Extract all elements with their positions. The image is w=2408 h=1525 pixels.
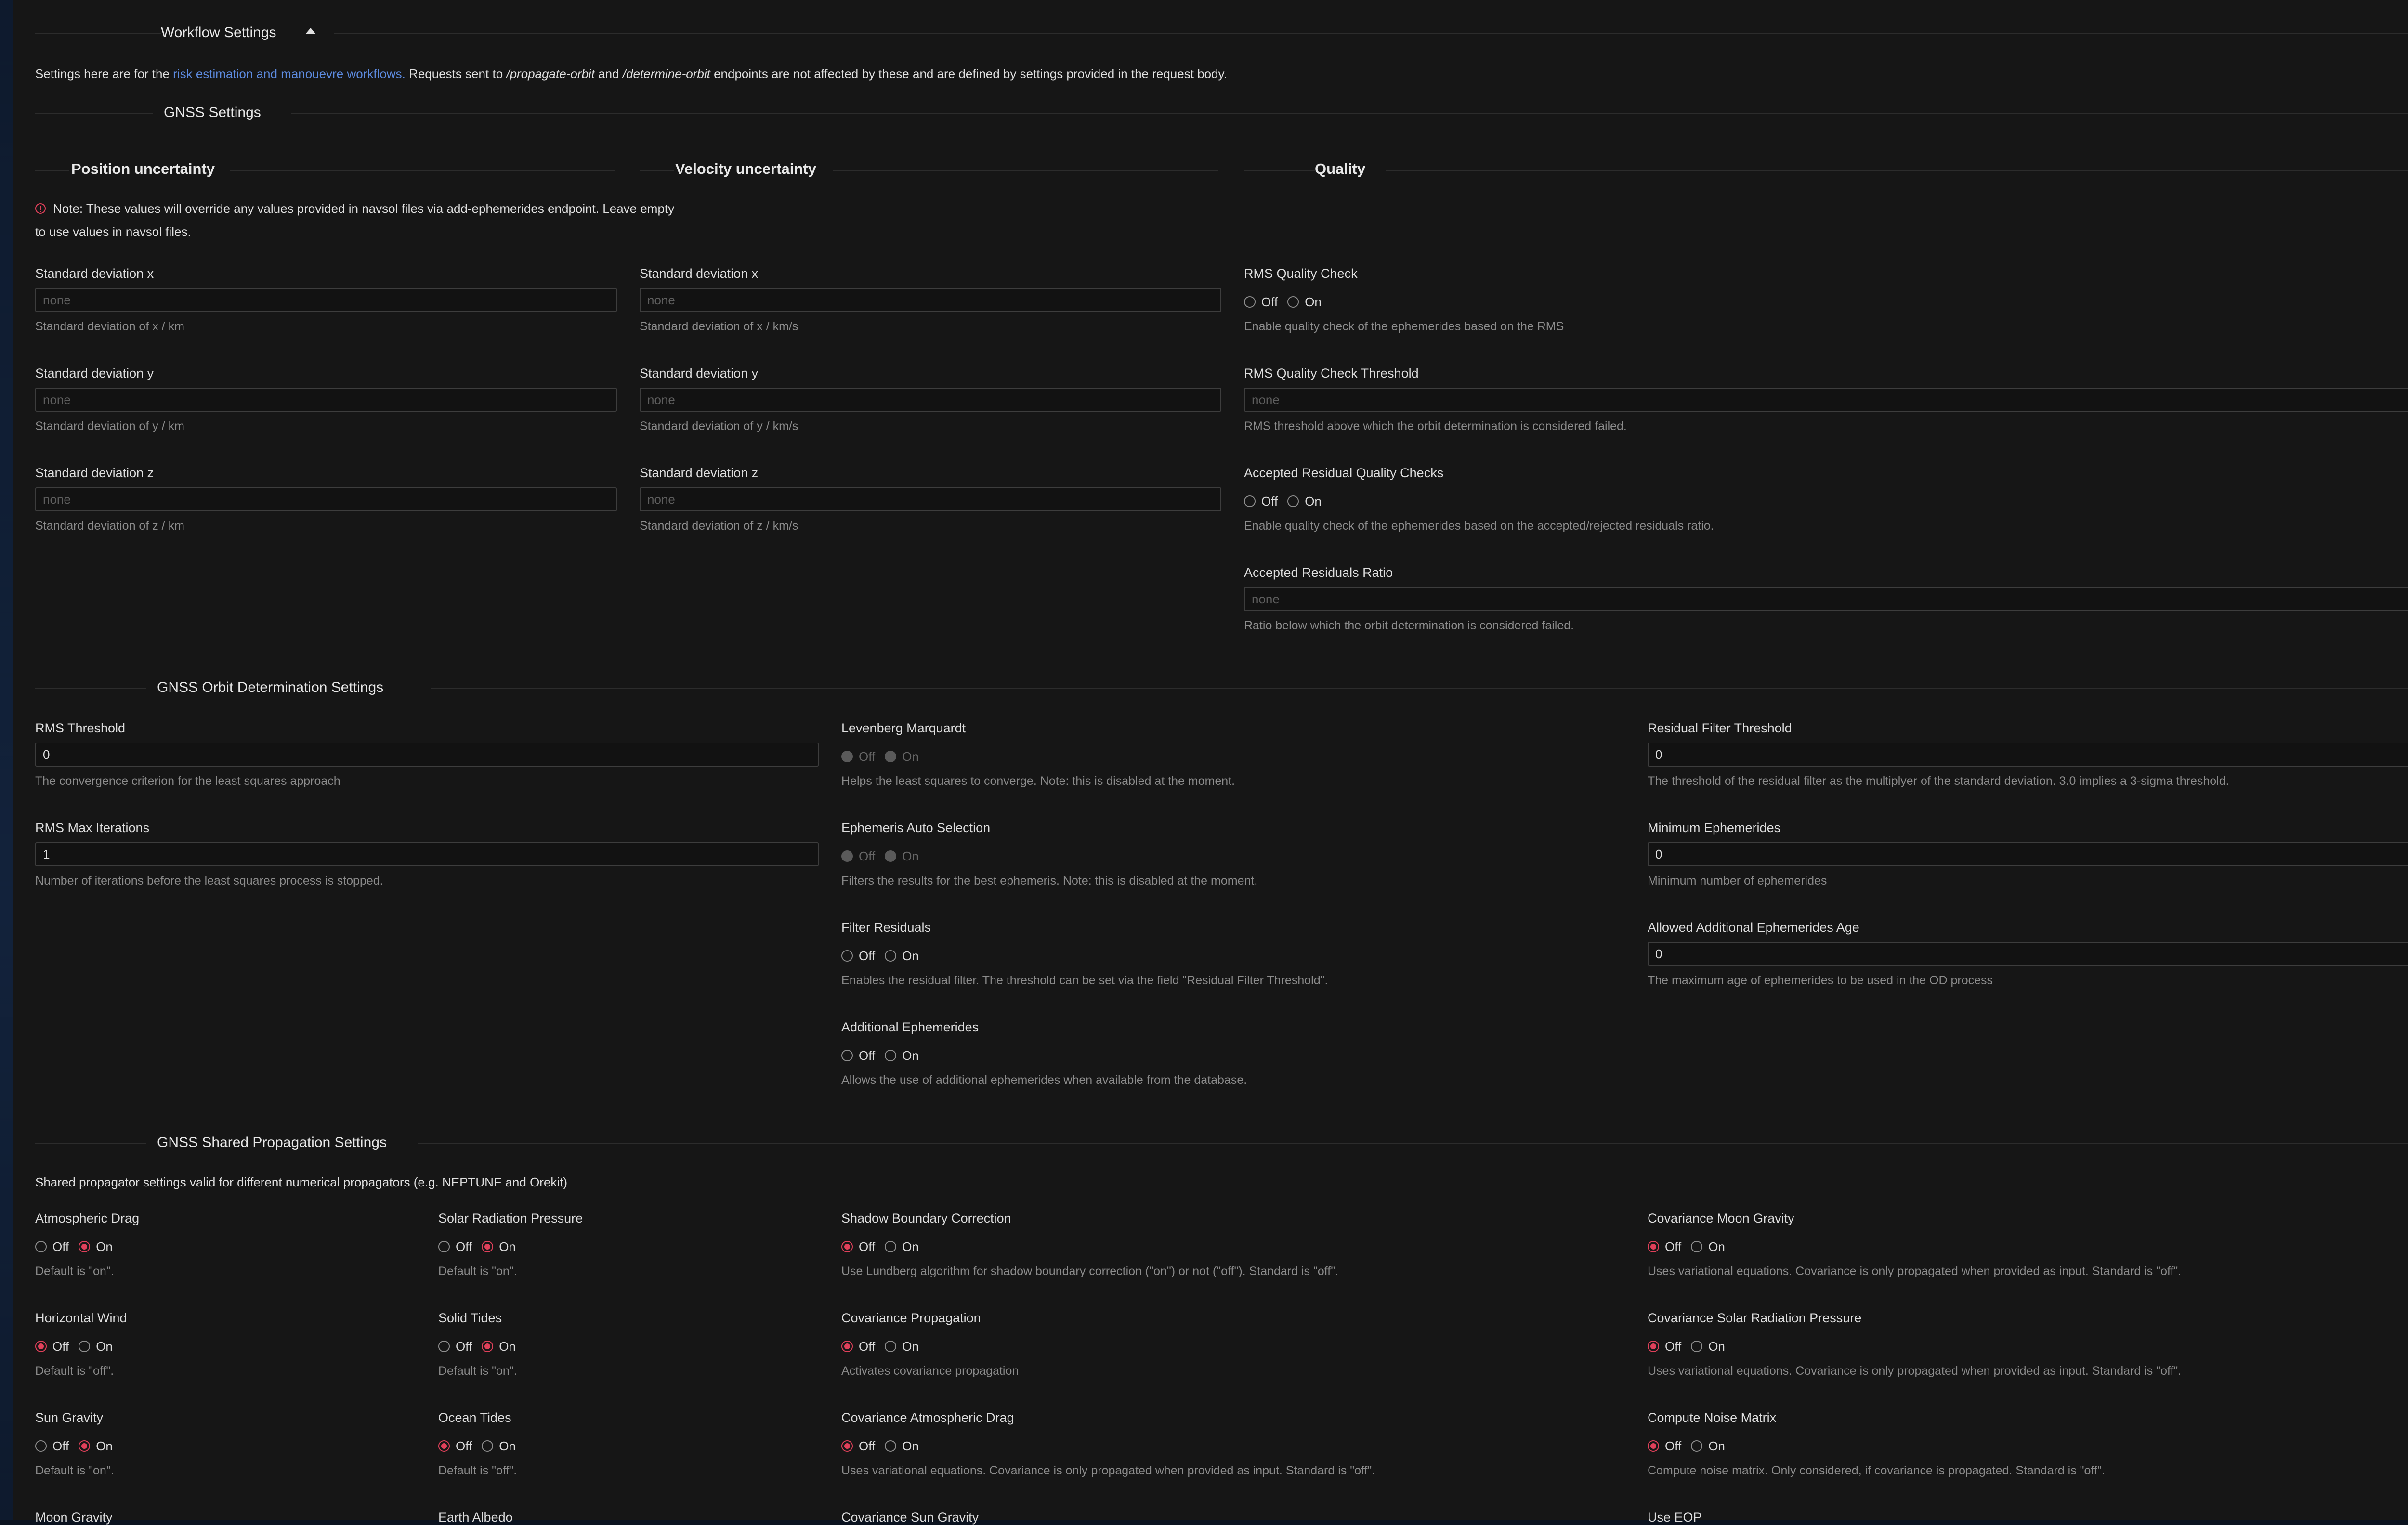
residual-checks-label: Accepted Residual Quality Checks — [1244, 466, 1444, 480]
radio-on-icon — [482, 1341, 493, 1352]
radio-label: Off — [859, 1048, 876, 1063]
vel-std-z-input[interactable] — [640, 487, 1221, 511]
rms-threshold-od-help: The convergence criterion for the least squares approach — [35, 774, 340, 788]
radio-label: Off — [859, 949, 876, 963]
rms-quality-check-label: RMS Quality Check — [1244, 266, 1358, 281]
vel-std-y-label: Standard deviation y — [640, 366, 759, 380]
sun-gravity-label: Sun Gravity — [35, 1410, 104, 1425]
atmospheric-drag-on[interactable] — [79, 1239, 113, 1254]
radio-label: Off — [52, 1239, 69, 1254]
radio-off-icon — [841, 1341, 853, 1352]
radio-label: Off — [1665, 1339, 1682, 1354]
residual-filter-threshold-input[interactable] — [1648, 743, 2408, 767]
divider — [35, 113, 153, 114]
min-ephem-help: Minimum number of ephemerides — [1648, 874, 1827, 887]
prop-settings-title: GNSS Shared Propagation Settings — [157, 1134, 387, 1150]
divider — [35, 33, 161, 34]
additional-ephem-off[interactable] — [841, 1048, 875, 1063]
vel-std-z-label: Standard deviation z — [640, 466, 759, 480]
radio-label: Off — [456, 1439, 472, 1453]
radio-on-icon — [885, 1440, 896, 1452]
radio-label: On — [96, 1339, 113, 1354]
vel-std-x-help: Standard deviation of x / km/s — [640, 320, 798, 333]
shadow-boundary-on[interactable] — [885, 1239, 919, 1254]
sun-gravity-help: Default is "on". — [35, 1464, 114, 1477]
shadow-boundary-help: Use Lundberg algorithm for shadow boundary correction ("on") or not ("off"). Standard is "off". — [841, 1264, 1339, 1278]
levenberg-label: Levenberg Marquardt — [841, 721, 966, 735]
vel-std-z-help: Standard deviation of z / km/s — [640, 519, 798, 533]
cov-moon-gravity-help: Uses variational equations. Covariance is only propagated when provided as input. Standard is "off". — [1648, 1264, 2182, 1278]
radio-off-icon — [438, 1241, 450, 1252]
solar-radiation-off[interactable] — [438, 1239, 472, 1254]
radio-label: On — [902, 849, 919, 863]
shadow-boundary-radio — [841, 1238, 929, 1255]
background-left — [0, 0, 13, 1520]
radio-label: On — [1708, 1339, 1725, 1354]
cov-moon-gravity-label: Covariance Moon Gravity — [1648, 1211, 1794, 1225]
solid-tides-help: Default is "on". — [438, 1364, 517, 1378]
sun-gravity-radio — [35, 1438, 122, 1454]
solar-radiation-on[interactable] — [482, 1239, 516, 1254]
divider — [334, 33, 2408, 34]
residual-ratio-input[interactable] — [1244, 587, 2408, 611]
pos-std-z-label: Standard deviation z — [35, 466, 154, 480]
atmospheric-drag-help: Default is "on". — [35, 1264, 114, 1278]
filter-residuals-help: Enables the residual filter. The threshold can be set via the field "Residual Filter Threshold". — [841, 974, 1328, 987]
cov-atm-drag-on[interactable] — [885, 1438, 919, 1454]
ephem-auto-off[interactable] — [841, 848, 875, 864]
cov-atm-drag-radio — [841, 1438, 929, 1454]
ephem-auto-help: Filters the results for the best ephemeris. Note: this is disabled at the moment. — [841, 874, 1258, 887]
vel-std-x-input[interactable] — [640, 288, 1221, 312]
use-eop-label: Use EOP — [1648, 1510, 1702, 1525]
radio-label: Off — [859, 749, 876, 764]
radio-on-icon — [482, 1440, 493, 1452]
warning-icon — [35, 203, 46, 214]
divider — [833, 170, 1218, 171]
radio-label: Off — [859, 1339, 876, 1354]
radio-label: Off — [859, 1239, 876, 1254]
radio-label: On — [902, 949, 919, 963]
levenberg-off[interactable] — [841, 749, 875, 764]
sun-gravity-on[interactable] — [79, 1438, 113, 1454]
rms-threshold-label: RMS Quality Check Threshold — [1244, 366, 1419, 380]
radio-on-icon — [885, 1341, 896, 1352]
radio-off-icon — [841, 1050, 853, 1061]
ephem-auto-on[interactable] — [885, 848, 919, 864]
additional-ephem-label: Additional Ephemerides — [841, 1020, 979, 1034]
radio-off-icon — [35, 1341, 47, 1352]
intro-text: endpoints are not affected by these and are defined by settings provided in the request body. — [710, 66, 1227, 81]
ocean-tides-label: Ocean Tides — [438, 1410, 511, 1425]
divider — [418, 1143, 2408, 1144]
allowed-age-help: The maximum age of ephemerides to be used in the OD process — [1648, 974, 1993, 987]
ocean-tides-help: Default is "off". — [438, 1464, 517, 1477]
min-ephemerides-input[interactable] — [1648, 842, 2408, 866]
position-note-line1: Note: These values will override any values provided in navsol files via add-ephemerides endpoint. Leave empty — [53, 201, 675, 216]
radio-off-icon — [841, 1440, 853, 1452]
cov-atm-drag-label: Covariance Atmospheric Drag — [841, 1410, 1014, 1425]
position-note-line2: to use values in navsol files. — [35, 224, 191, 239]
divider — [35, 688, 146, 689]
divider — [1244, 170, 1315, 171]
noise-matrix-on[interactable] — [1691, 1438, 1725, 1454]
pos-std-y-help: Standard deviation of y / km — [35, 419, 184, 433]
additional-ephem-radio — [841, 1047, 929, 1064]
filter-residuals-on[interactable] — [885, 948, 919, 964]
radio-off-icon — [1648, 1241, 1659, 1252]
solar-radiation-label: Solar Radiation Pressure — [438, 1211, 583, 1225]
rms-threshold-input[interactable] — [35, 743, 819, 767]
velocity-uncertainty-title: Velocity uncertainty — [675, 160, 816, 177]
gnss-settings-title: GNSS Settings — [164, 104, 261, 120]
rms-quality-check-on[interactable] — [1287, 294, 1322, 310]
rms-max-iter-help: Number of iterations before the least squares process is stopped. — [35, 874, 383, 887]
radio-label: Off — [52, 1439, 69, 1453]
radio-label: Off — [1665, 1239, 1682, 1254]
radio-on-icon — [482, 1241, 493, 1252]
radio-on-icon — [885, 950, 896, 962]
radio-label: Off — [52, 1339, 69, 1354]
radio-off-icon — [1244, 495, 1256, 507]
divider — [1386, 170, 2408, 171]
radio-label: On — [902, 1239, 919, 1254]
ocean-tides-off[interactable] — [438, 1438, 472, 1454]
cov-atm-drag-help: Uses variational equations. Covariance is only propagated when provided as input. Standard is "off". — [841, 1464, 1375, 1477]
divider — [35, 170, 69, 171]
earth-albedo-label: Earth Albedo — [438, 1510, 513, 1525]
radio-on-icon — [79, 1341, 90, 1352]
prop-intro: Shared propagator settings valid for different numerical propagators (e.g. NEPTUNE and Orekit) — [35, 1175, 568, 1189]
radio-on-icon — [79, 1440, 90, 1452]
cov-sun-gravity-label: Covariance Sun Gravity — [841, 1510, 979, 1525]
residual-filter-threshold-label: Residual Filter Threshold — [1648, 721, 1792, 735]
radio-on-icon — [885, 1241, 896, 1252]
residual-ratio-label: Accepted Residuals Ratio — [1244, 565, 1393, 580]
cov-propagation-help: Activates covariance propagation — [841, 1364, 1019, 1378]
intro-text: and — [594, 66, 623, 81]
divider — [431, 688, 2408, 689]
radio-label: Off — [1261, 295, 1278, 309]
radio-label: On — [1305, 295, 1322, 309]
rms-quality-check-help: Enable quality check of the ephemerides based on the RMS — [1244, 320, 1564, 333]
radio-label: Off — [1261, 494, 1278, 508]
radio-off-icon — [1648, 1440, 1659, 1452]
workflow-settings-title: Workflow Settings — [161, 25, 276, 40]
cov-srp-radio — [1648, 1338, 1735, 1355]
cov-moon-gravity-on[interactable] — [1691, 1239, 1725, 1254]
ephem-auto-radio — [841, 848, 929, 864]
solid-tides-off[interactable] — [438, 1339, 472, 1354]
rms-threshold-help: RMS threshold above which the orbit determination is considered failed. — [1244, 419, 1627, 433]
vel-std-y-input[interactable] — [640, 388, 1221, 412]
noise-matrix-help: Compute noise matrix. Only considered, if covariance is propagated. Standard is "off". — [1648, 1464, 2105, 1477]
atmospheric-drag-off[interactable] — [35, 1239, 69, 1254]
radio-label: On — [499, 1239, 516, 1254]
radio-label: On — [902, 1439, 919, 1453]
endpoint-determine: /determine-orbit — [622, 66, 710, 81]
atmospheric-drag-radio — [35, 1238, 122, 1255]
radio-label: On — [499, 1439, 516, 1453]
solid-tides-label: Solid Tides — [438, 1311, 502, 1325]
radio-off-icon — [841, 751, 853, 762]
radio-label: Off — [859, 1439, 876, 1453]
rms-threshold-od-label: RMS Threshold — [35, 721, 126, 735]
rms-quality-check-off[interactable] — [1244, 294, 1278, 310]
radio-label: Off — [1665, 1439, 1682, 1453]
pos-std-y-label: Standard deviation y — [35, 366, 154, 380]
levenberg-radio — [841, 748, 929, 765]
radio-on-icon — [885, 1050, 896, 1061]
additional-ephem-on[interactable] — [885, 1048, 919, 1063]
radio-label: On — [96, 1239, 113, 1254]
residual-checks-radio — [1244, 493, 1331, 509]
divider — [230, 170, 615, 171]
atmospheric-drag-label: Atmospheric Drag — [35, 1211, 140, 1225]
allowed-age-input[interactable] — [1648, 942, 2408, 966]
radio-off-icon — [35, 1241, 47, 1252]
radio-label: On — [902, 749, 919, 764]
radio-off-icon — [438, 1440, 450, 1452]
vel-std-x-label: Standard deviation x — [640, 266, 759, 281]
cov-srp-label: Covariance Solar Radiation Pressure — [1648, 1311, 1862, 1325]
radio-on-icon — [1691, 1241, 1702, 1252]
pos-std-y-input[interactable] — [35, 388, 617, 412]
rms-max-iterations-input[interactable] — [35, 842, 819, 866]
radio-label: On — [1708, 1239, 1725, 1254]
filter-residuals-label: Filter Residuals — [841, 920, 931, 935]
additional-ephem-help: Allows the use of additional ephemerides when available from the database. — [841, 1073, 1247, 1087]
od-settings-title: GNSS Orbit Determination Settings — [157, 679, 384, 695]
workflow-settings-toggle[interactable] — [161, 24, 276, 41]
rms-quality-threshold-input[interactable] — [1244, 388, 2408, 412]
pos-std-x-help: Standard deviation of x / km — [35, 320, 184, 333]
radio-off-icon — [841, 950, 853, 962]
vel-std-y-help: Standard deviation of y / km/s — [640, 419, 798, 433]
min-ephem-label: Minimum Ephemerides — [1648, 821, 1781, 835]
solar-radiation-radio — [438, 1238, 525, 1255]
cov-propagation-radio — [841, 1338, 929, 1355]
radio-off-icon — [1648, 1341, 1659, 1352]
radio-on-icon — [1691, 1440, 1702, 1452]
rms-quality-check-radio — [1244, 294, 1331, 310]
workflow-intro — [35, 66, 1227, 81]
radio-label: On — [1305, 494, 1322, 508]
cov-propagation-off[interactable] — [841, 1339, 875, 1354]
residual-filter-threshold-help: The threshold of the residual filter as the multiplyer of the standard deviation. 3.0 implies a 3-sigma threshold. — [1648, 774, 2229, 788]
radio-off-icon — [841, 1241, 853, 1252]
noise-matrix-radio — [1648, 1438, 1735, 1454]
cov-srp-help: Uses variational equations. Covariance is only propagated when provided as input. Standard is "off". — [1648, 1364, 2182, 1378]
horizontal-wind-off[interactable] — [35, 1339, 69, 1354]
intro-text: Settings here are for the — [35, 66, 173, 81]
radio-on-icon — [1287, 296, 1299, 308]
intro-text: Requests sent to — [405, 66, 507, 81]
radio-on-icon — [885, 850, 896, 862]
horizontal-wind-label: Horizontal Wind — [35, 1311, 127, 1325]
pos-std-z-help: Standard deviation of z / km — [35, 519, 184, 533]
cov-propagation-label: Covariance Propagation — [841, 1311, 981, 1325]
residual-checks-off[interactable] — [1244, 494, 1278, 509]
radio-label: Off — [456, 1239, 472, 1254]
radio-off-icon — [35, 1440, 47, 1452]
radio-on-icon — [885, 751, 896, 762]
filter-residuals-off[interactable] — [841, 948, 875, 964]
cov-moon-gravity-off[interactable] — [1648, 1239, 1681, 1254]
divider — [35, 1143, 146, 1144]
divider — [291, 113, 2408, 114]
radio-on-icon — [79, 1241, 90, 1252]
noise-matrix-off[interactable] — [1648, 1438, 1681, 1454]
residual-ratio-help: Ratio below which the orbit determination is considered failed. — [1244, 619, 1574, 632]
solar-radiation-help: Default is "on". — [438, 1264, 517, 1278]
shadow-boundary-label: Shadow Boundary Correction — [841, 1211, 1011, 1225]
pos-std-z-input[interactable] — [35, 487, 617, 511]
radio-label: Off — [859, 849, 876, 863]
shadow-boundary-off[interactable] — [841, 1239, 875, 1254]
quality-title: Quality — [1315, 160, 1366, 177]
horizontal-wind-on[interactable] — [79, 1339, 113, 1354]
ephem-auto-label: Ephemeris Auto Selection — [841, 821, 991, 835]
sun-gravity-off[interactable] — [35, 1438, 69, 1454]
solid-tides-radio — [438, 1338, 525, 1355]
cov-atm-drag-off[interactable] — [841, 1438, 875, 1454]
solid-tides-on[interactable] — [482, 1339, 516, 1354]
endpoint-propagate: /propagate-orbit — [506, 66, 595, 81]
radio-label: On — [902, 1048, 919, 1063]
radio-label: On — [902, 1339, 919, 1354]
filter-residuals-radio — [841, 948, 929, 964]
cov-srp-on[interactable] — [1691, 1339, 1725, 1354]
radio-off-icon — [438, 1341, 450, 1352]
ocean-tides-on[interactable] — [482, 1438, 516, 1454]
position-uncertainty-title: Position uncertainty — [71, 160, 215, 177]
levenberg-on[interactable] — [885, 749, 919, 764]
levenberg-help: Helps the least squares to converge. Note: this is disabled at the moment. — [841, 774, 1235, 788]
allowed-age-label: Allowed Additional Ephemerides Age — [1648, 920, 1859, 935]
horizontal-wind-help: Default is "off". — [35, 1364, 114, 1378]
radio-off-icon — [1244, 296, 1256, 308]
settings-panel — [13, 0, 2408, 1525]
moon-gravity-label: Moon Gravity — [35, 1510, 113, 1525]
ocean-tides-radio — [438, 1438, 525, 1454]
cov-moon-gravity-radio — [1648, 1238, 1735, 1255]
residual-checks-help: Enable quality check of the ephemerides based on the accepted/rejected residuals ratio. — [1244, 519, 1714, 533]
radio-on-icon — [1691, 1341, 1702, 1352]
rms-max-iter-label: RMS Max Iterations — [35, 821, 150, 835]
residual-checks-on[interactable] — [1287, 494, 1322, 509]
radio-on-icon — [1287, 495, 1299, 507]
divider — [640, 170, 674, 171]
horizontal-wind-radio — [35, 1338, 122, 1355]
workflow-link[interactable]: risk estimation and manouevre workflows. — [173, 66, 406, 81]
radio-label: On — [1708, 1439, 1725, 1453]
noise-matrix-label: Compute Noise Matrix — [1648, 1410, 1777, 1425]
cov-propagation-on[interactable] — [885, 1339, 919, 1354]
radio-label: Off — [456, 1339, 472, 1354]
radio-off-icon — [841, 850, 853, 862]
cov-srp-off[interactable] — [1648, 1339, 1681, 1354]
radio-label: On — [499, 1339, 516, 1354]
radio-label: On — [96, 1439, 113, 1453]
pos-std-x-label: Standard deviation x — [35, 266, 154, 281]
caret-up-icon[interactable] — [305, 28, 316, 34]
pos-std-x-input[interactable] — [35, 288, 617, 312]
